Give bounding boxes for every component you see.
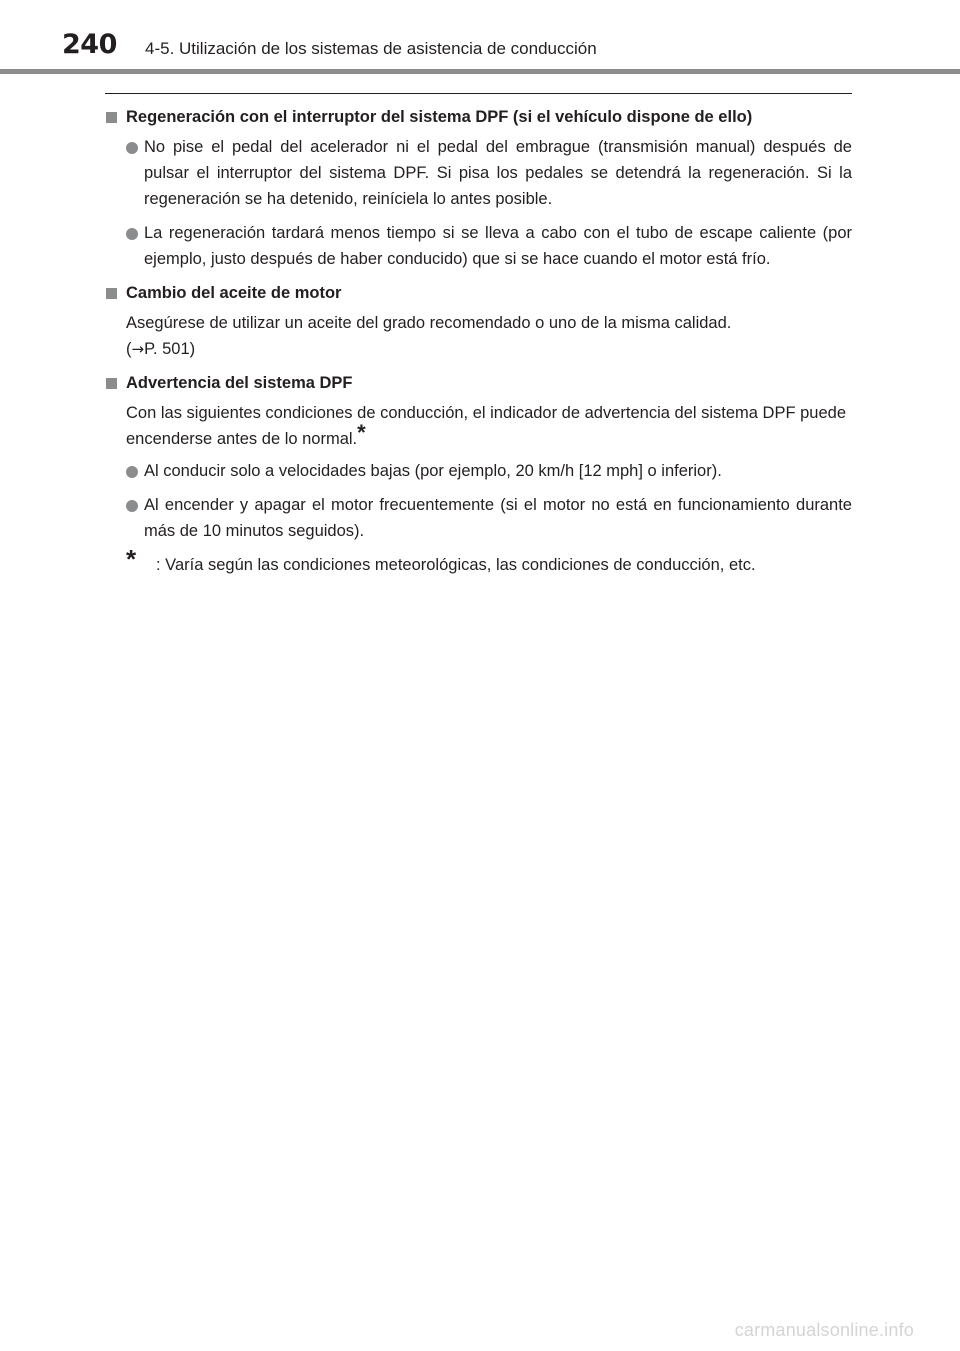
square-bullet-icon	[106, 112, 117, 123]
footnote-text: : Varía según las condiciones meteorológicas, las condiciones de conducción, etc.	[156, 556, 756, 574]
arrow-right-icon: →	[131, 340, 145, 358]
circle-bullet-icon	[126, 466, 138, 478]
page-header	[0, 0, 960, 76]
asterisk-icon: *	[357, 420, 366, 445]
circle-bullet-icon	[126, 228, 138, 240]
content-divider	[105, 93, 852, 94]
list-item-text: Al encender y apagar el motor frecuentemente (si el motor no está en funcionamiento durante más de 10 minutos seguidos).	[144, 496, 852, 540]
page-reference-link[interactable]: P. 501	[144, 340, 190, 358]
paragraph-oil: Asegúrese de utilizar un aceite del grado recomendado o uno de la misma calidad. (→P. 501)	[126, 314, 732, 358]
heading-oil-change	[105, 280, 852, 306]
circle-bullet-icon	[126, 500, 138, 512]
circle-bullet-icon	[126, 142, 138, 154]
footnote	[126, 544, 852, 578]
list-item	[105, 134, 852, 212]
list-item	[105, 492, 852, 544]
heading-text: Cambio del aceite de motor	[126, 284, 342, 302]
header-rule	[0, 69, 960, 74]
list-item-text: Al conducir solo a velocidades bajas (por ejemplo, 20 km/h [12 mph] o inferior).	[144, 462, 722, 480]
paragraph-text: Asegúrese de utilizar un aceite del grado recomendado o uno de la misma calidad.	[126, 314, 732, 332]
asterisk-icon: *	[126, 544, 137, 574]
list-item-text: No pise el pedal del acelerador ni el pedal del embrague (transmisión manual) después de pulsar el interruptor del sistema DPF. Si pisa los pedales se detendrá la regeneración. Si la regeneración se ha detenido, reiníciela lo antes posible.	[144, 138, 852, 208]
page-number: 240	[62, 29, 117, 60]
heading-text: Advertencia del sistema DPF	[126, 374, 353, 392]
square-bullet-icon	[106, 378, 117, 389]
heading-text: Regeneración con el interruptor del sistema DPF (si el vehículo dispone de ello)	[126, 108, 753, 126]
list-item	[105, 220, 852, 272]
square-bullet-icon	[106, 288, 117, 299]
paragraph-warning	[105, 400, 852, 452]
paragraph-text: Con las siguientes condiciones de conducción, el indicador de advertencia del sistema DPF puede encenderse antes de lo normal.	[126, 404, 847, 448]
watermark: carmanualsonline.info	[734, 1320, 914, 1340]
page-content	[105, 104, 852, 578]
list-item	[105, 458, 852, 484]
heading-regeneration	[105, 104, 852, 130]
list-item-text: La regeneración tardará menos tiempo si se lleva a cabo con el tubo de escape caliente (por ejemplo, justo después de haber conducido) que si se hace cuando el motor está frío.	[144, 224, 852, 268]
section-title: 4-5. Utilización de los sistemas de asistencia de conducción	[145, 39, 597, 58]
heading-dpf-warning	[105, 370, 852, 396]
